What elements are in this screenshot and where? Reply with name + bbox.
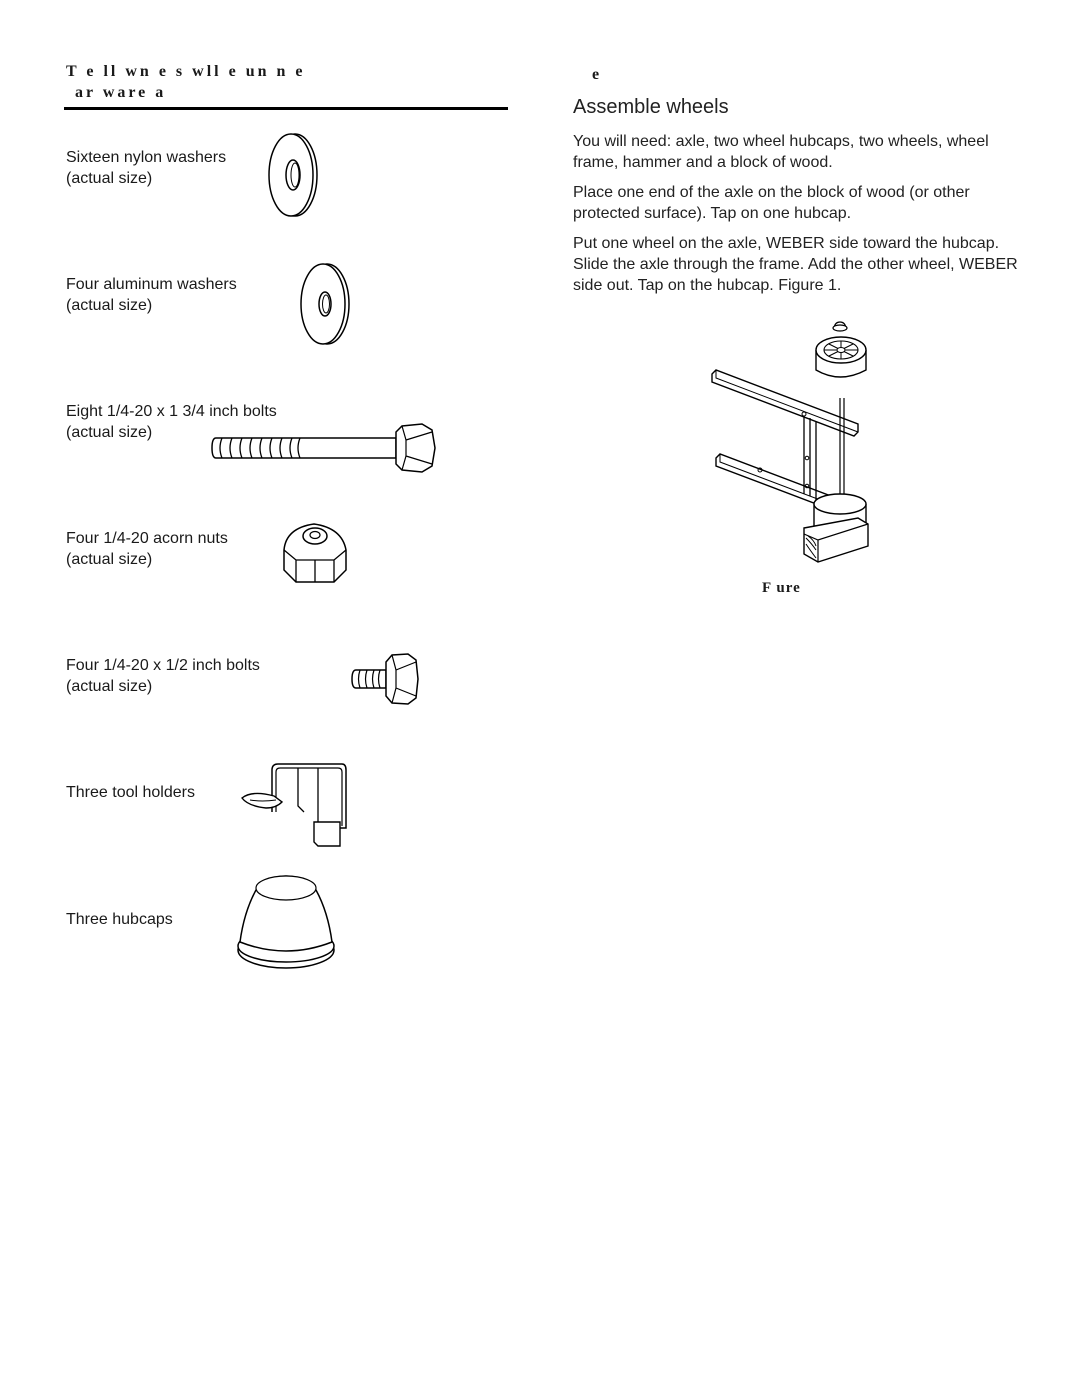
instruction-paragraph: Put one wheel on the axle, WEBER side toward the hubcap. Slide the axle through the frame. Add the other wheel, WEBER side out. Tap on the hubcap. Figure 1. [573, 235, 1018, 294]
item-sub: (actual size) [66, 297, 153, 314]
item-nylon-washers [66, 147, 226, 189]
hardware-heading-line2: ar ware a [75, 84, 167, 101]
item-label: Three hubcaps [66, 911, 173, 928]
hubcap-illustration [234, 872, 338, 972]
item-acorn-nuts [66, 528, 228, 570]
item-aluminum-washers [66, 274, 237, 316]
item-sub: (actual size) [66, 424, 153, 441]
tool-holder-illustration [238, 760, 350, 852]
section-title: Assemble wheels [573, 96, 729, 118]
item-short-bolts [66, 655, 260, 697]
item-sub: (actual size) [66, 551, 153, 568]
item-label: Four aluminum washers [66, 276, 237, 293]
nylon-washer-illustration [266, 132, 320, 218]
long-bolt-illustration [210, 422, 440, 474]
wheel-assembly-figure [708, 318, 874, 568]
figure-caption: F ure [762, 580, 801, 596]
item-label: Eight 1/4-20 x 1 3/4 inch bolts [66, 403, 277, 420]
item-tool-holders [66, 782, 195, 803]
item-sub: (actual size) [66, 678, 153, 695]
heading-rule [64, 107, 508, 110]
item-label: Sixteen nylon washers [66, 149, 227, 166]
step-header: e [592, 66, 600, 83]
item-label: Three tool holders [66, 784, 195, 801]
instruction-paragraph: Place one end of the axle on the block of wood (or other protected surface). Tap on one hubcap. [573, 184, 970, 222]
acorn-nut-illustration [278, 520, 352, 586]
aluminum-washer-illustration [296, 262, 352, 346]
short-bolt-illustration [350, 652, 420, 706]
instruction-paragraph: You will need: axle, two wheel hubcaps, two wheels, wheel frame, hammer and a block of wood. [573, 133, 989, 171]
item-label: Four 1/4-20 acorn nuts [66, 530, 228, 547]
item-label: Four 1/4-20 x 1/2 inch bolts [66, 657, 260, 674]
item-sub: (actual size) [66, 170, 153, 187]
hardware-heading-line1: T e ll wn e s wll e un n e [66, 63, 306, 80]
item-hubcaps [66, 909, 173, 930]
